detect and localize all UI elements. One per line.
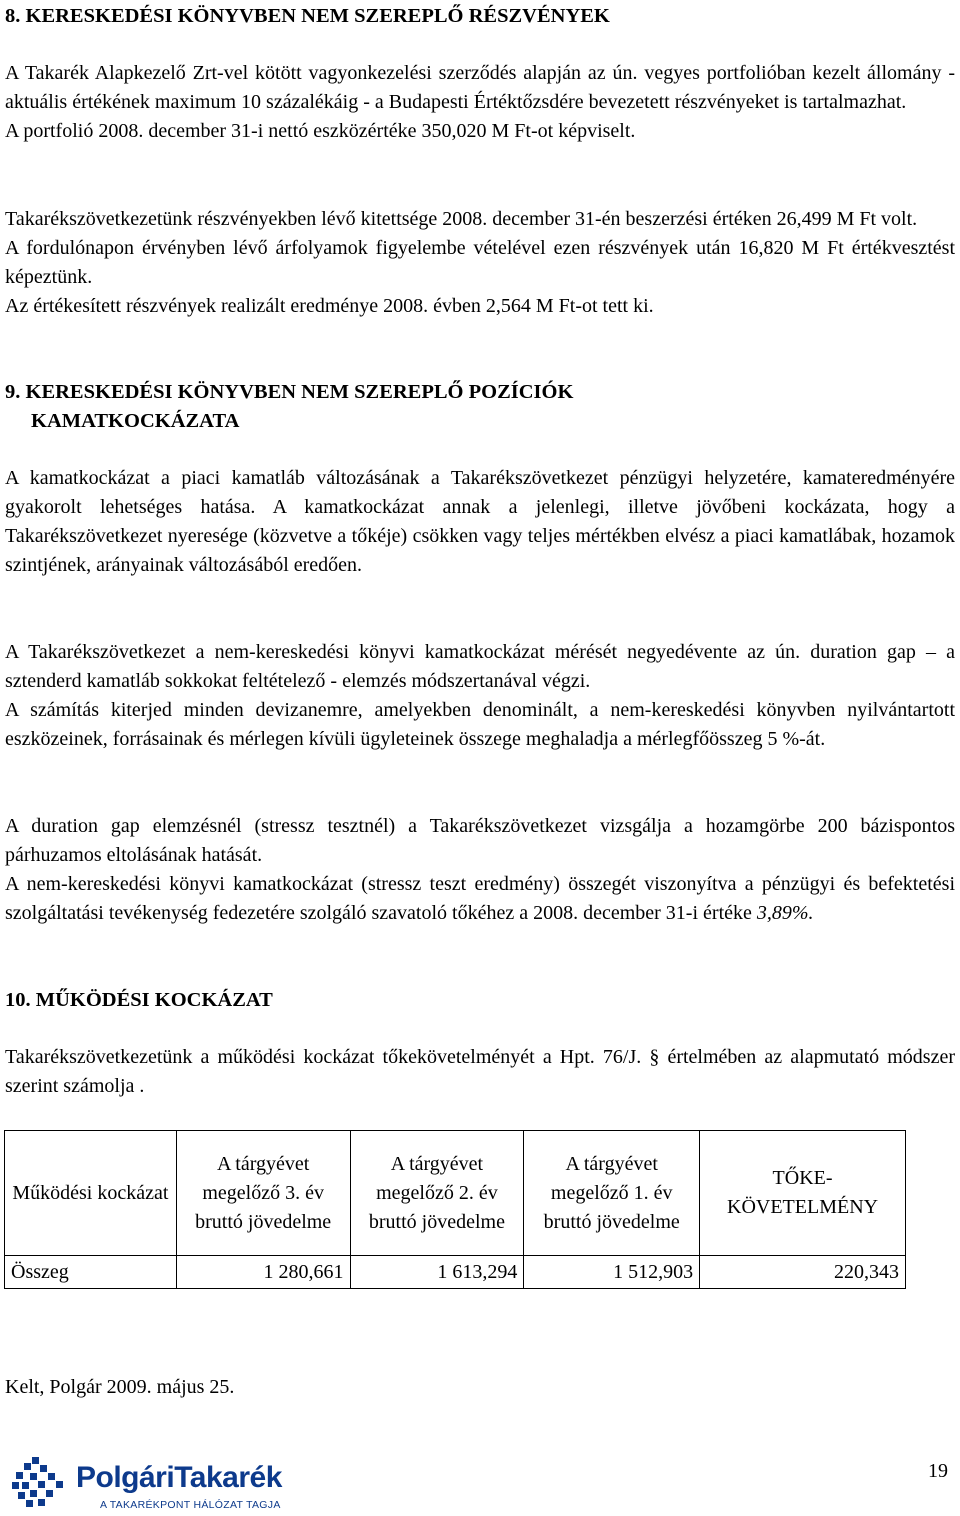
polgari-takarek-logo <box>8 1455 298 1515</box>
section-9-paragraph-5 <box>5 870 955 928</box>
table-header-cell: A tárgyévet megelőző 1. év bruttó jövedelme <box>524 1131 700 1256</box>
section-9-heading-line-2: KAMATKOCKÁZATA <box>31 410 240 432</box>
page-number: 19 <box>928 1460 948 1482</box>
section-8-body <box>5 59 955 146</box>
table-cell: 1 512,903 <box>524 1256 700 1289</box>
section-8-paragraph-2: A portfolió 2008. december 31-i nettó eszközértéke 350,020 M Ft-ot képviselt. <box>5 120 636 142</box>
section-8 <box>5 2 955 31</box>
table-cell: Összeg <box>5 1256 177 1289</box>
table-cell: 220,343 <box>700 1256 906 1289</box>
section-9-paragraph-3: A számítás kiterjed minden devizanemre, amelyekben denominált, a nem-kereskedési könyvben nyilvántartott eszközeinek, forrásainak és mérlegen kívüli ügyleteinek összege meghaladja a mérlegfőösszeg 5 %-át. <box>5 699 955 750</box>
table-cell: 1 280,661 <box>176 1256 350 1289</box>
section-8-body-2 <box>5 205 955 321</box>
section-8-paragraph-1: A Takarék Alapkezelő Zrt-vel kötött vagyonkezelési szerződés alapján az ún. vegyes portfolióban kezelt állomány - aktuális értékének maximum 10 százalékáig - a Budapesti Értéktőzsdére bevezetett részvényeket is tartalmazhat. <box>5 62 955 113</box>
section-9-paragraph-2: A Takarékszövetkezet a nem-kereskedési könyvi kamatkockázat mérését negyedévente az ún. duration gap – a sztenderd kamatláb sokkokat feltételező - elemzés módszertanával végzi. <box>5 641 955 692</box>
table-header-cell: A tárgyévet megelőző 3. év bruttó jövedelme <box>176 1131 350 1256</box>
section-8-paragraph-3: Takarékszövetkezetünk részvényekben lévő kitettsége 2008. december 31-én beszerzési értéken 26,499 M Ft volt. <box>5 208 918 230</box>
section-9-paragraph-1: A kamatkockázat a piaci kamatláb változásának a Takarékszövetkezet pénzügyi helyzetére, kamateredményére gyakorolt lehetséges hatása. A kamatkockázat annak a jelenlegi, illetve jövőbeni kockázata, hogy a Takarékszövetkezet nyeresége (közvetve a tőkéje) csökken vagy teljes mértékben elvész a piaci kamatlábak, hozamok szintjének, arányainak változásából eredően. <box>5 467 955 576</box>
section-10-paragraph-1: Takarékszövetkezetünk a működési kockázat tőkekövetelményét a Hpt. 76/J. § értelmében az alapmutató módszer szerint számolja . <box>5 1046 955 1097</box>
table-header-cell: TŐKE-KÖVETELMÉNY <box>700 1131 906 1256</box>
section-9-body-2 <box>5 638 955 754</box>
table-header-row <box>5 1131 906 1256</box>
section-9-paragraph-5-value: 3,89%. <box>756 902 814 924</box>
section-8-paragraph-4: A fordulónapon érvényben lévő árfolyamok figyelembe vételével ezen részvények után 16,820 M Ft értékvesztést képeztünk. <box>5 237 955 288</box>
section-10-heading: 10. MŰKÖDÉSI KOCKÁZAT <box>5 989 273 1011</box>
section-8-paragraph-5: Az értékesített részvények realizált eredménye 2008. évben 2,564 M Ft-ot tett ki. <box>5 295 654 317</box>
logo-mark-icon <box>8 1455 70 1513</box>
section-9-heading <box>5 378 955 436</box>
section-9-body <box>5 464 955 580</box>
logo-tagline: A TAKARÉKPONT HÁLÓZAT TAGJA <box>100 1499 281 1511</box>
closing-date-place: Kelt, Polgár 2009. május 25. <box>5 1376 235 1398</box>
section-9-body-3 <box>5 812 955 928</box>
table-row <box>5 1256 906 1289</box>
section-9-paragraph-4: A duration gap elemzésnél (stressz tesztnél) a Takarékszövetkezet vizsgálja a hozamgörbe 200 bázispontos párhuzamos eltolásának hatását. <box>5 815 955 866</box>
operational-risk-table <box>4 1130 906 1289</box>
table-header-cell: A tárgyévet megelőző 2. év bruttó jövedelme <box>350 1131 524 1256</box>
table-header-cell: Működési kockázat <box>5 1131 177 1256</box>
section-10-body <box>5 1043 955 1101</box>
logo-wordmark: PolgáriTakarék <box>76 1461 282 1494</box>
section-9-heading-line-1: 9. KERESKEDÉSI KÖNYVBEN NEM SZEREPLŐ POZÍCIÓK <box>5 381 574 403</box>
section-8-heading: 8. KERESKEDÉSI KÖNYVBEN NEM SZEREPLŐ RÉSZVÉNYEK <box>5 5 610 27</box>
section-9-paragraph-5-text: A nem-kereskedési könyvi kamatkockázat (stressz teszt eredmény) összegét viszonyítva a pénzügyi és befektetési szolgáltatási tevékenység fedezetére szolgáló szavatoló tőkéhez a 2008. december 31-i értéke <box>5 873 955 924</box>
closing-block <box>5 1373 955 1402</box>
table-cell: 1 613,294 <box>350 1256 524 1289</box>
section-10 <box>5 986 955 1015</box>
